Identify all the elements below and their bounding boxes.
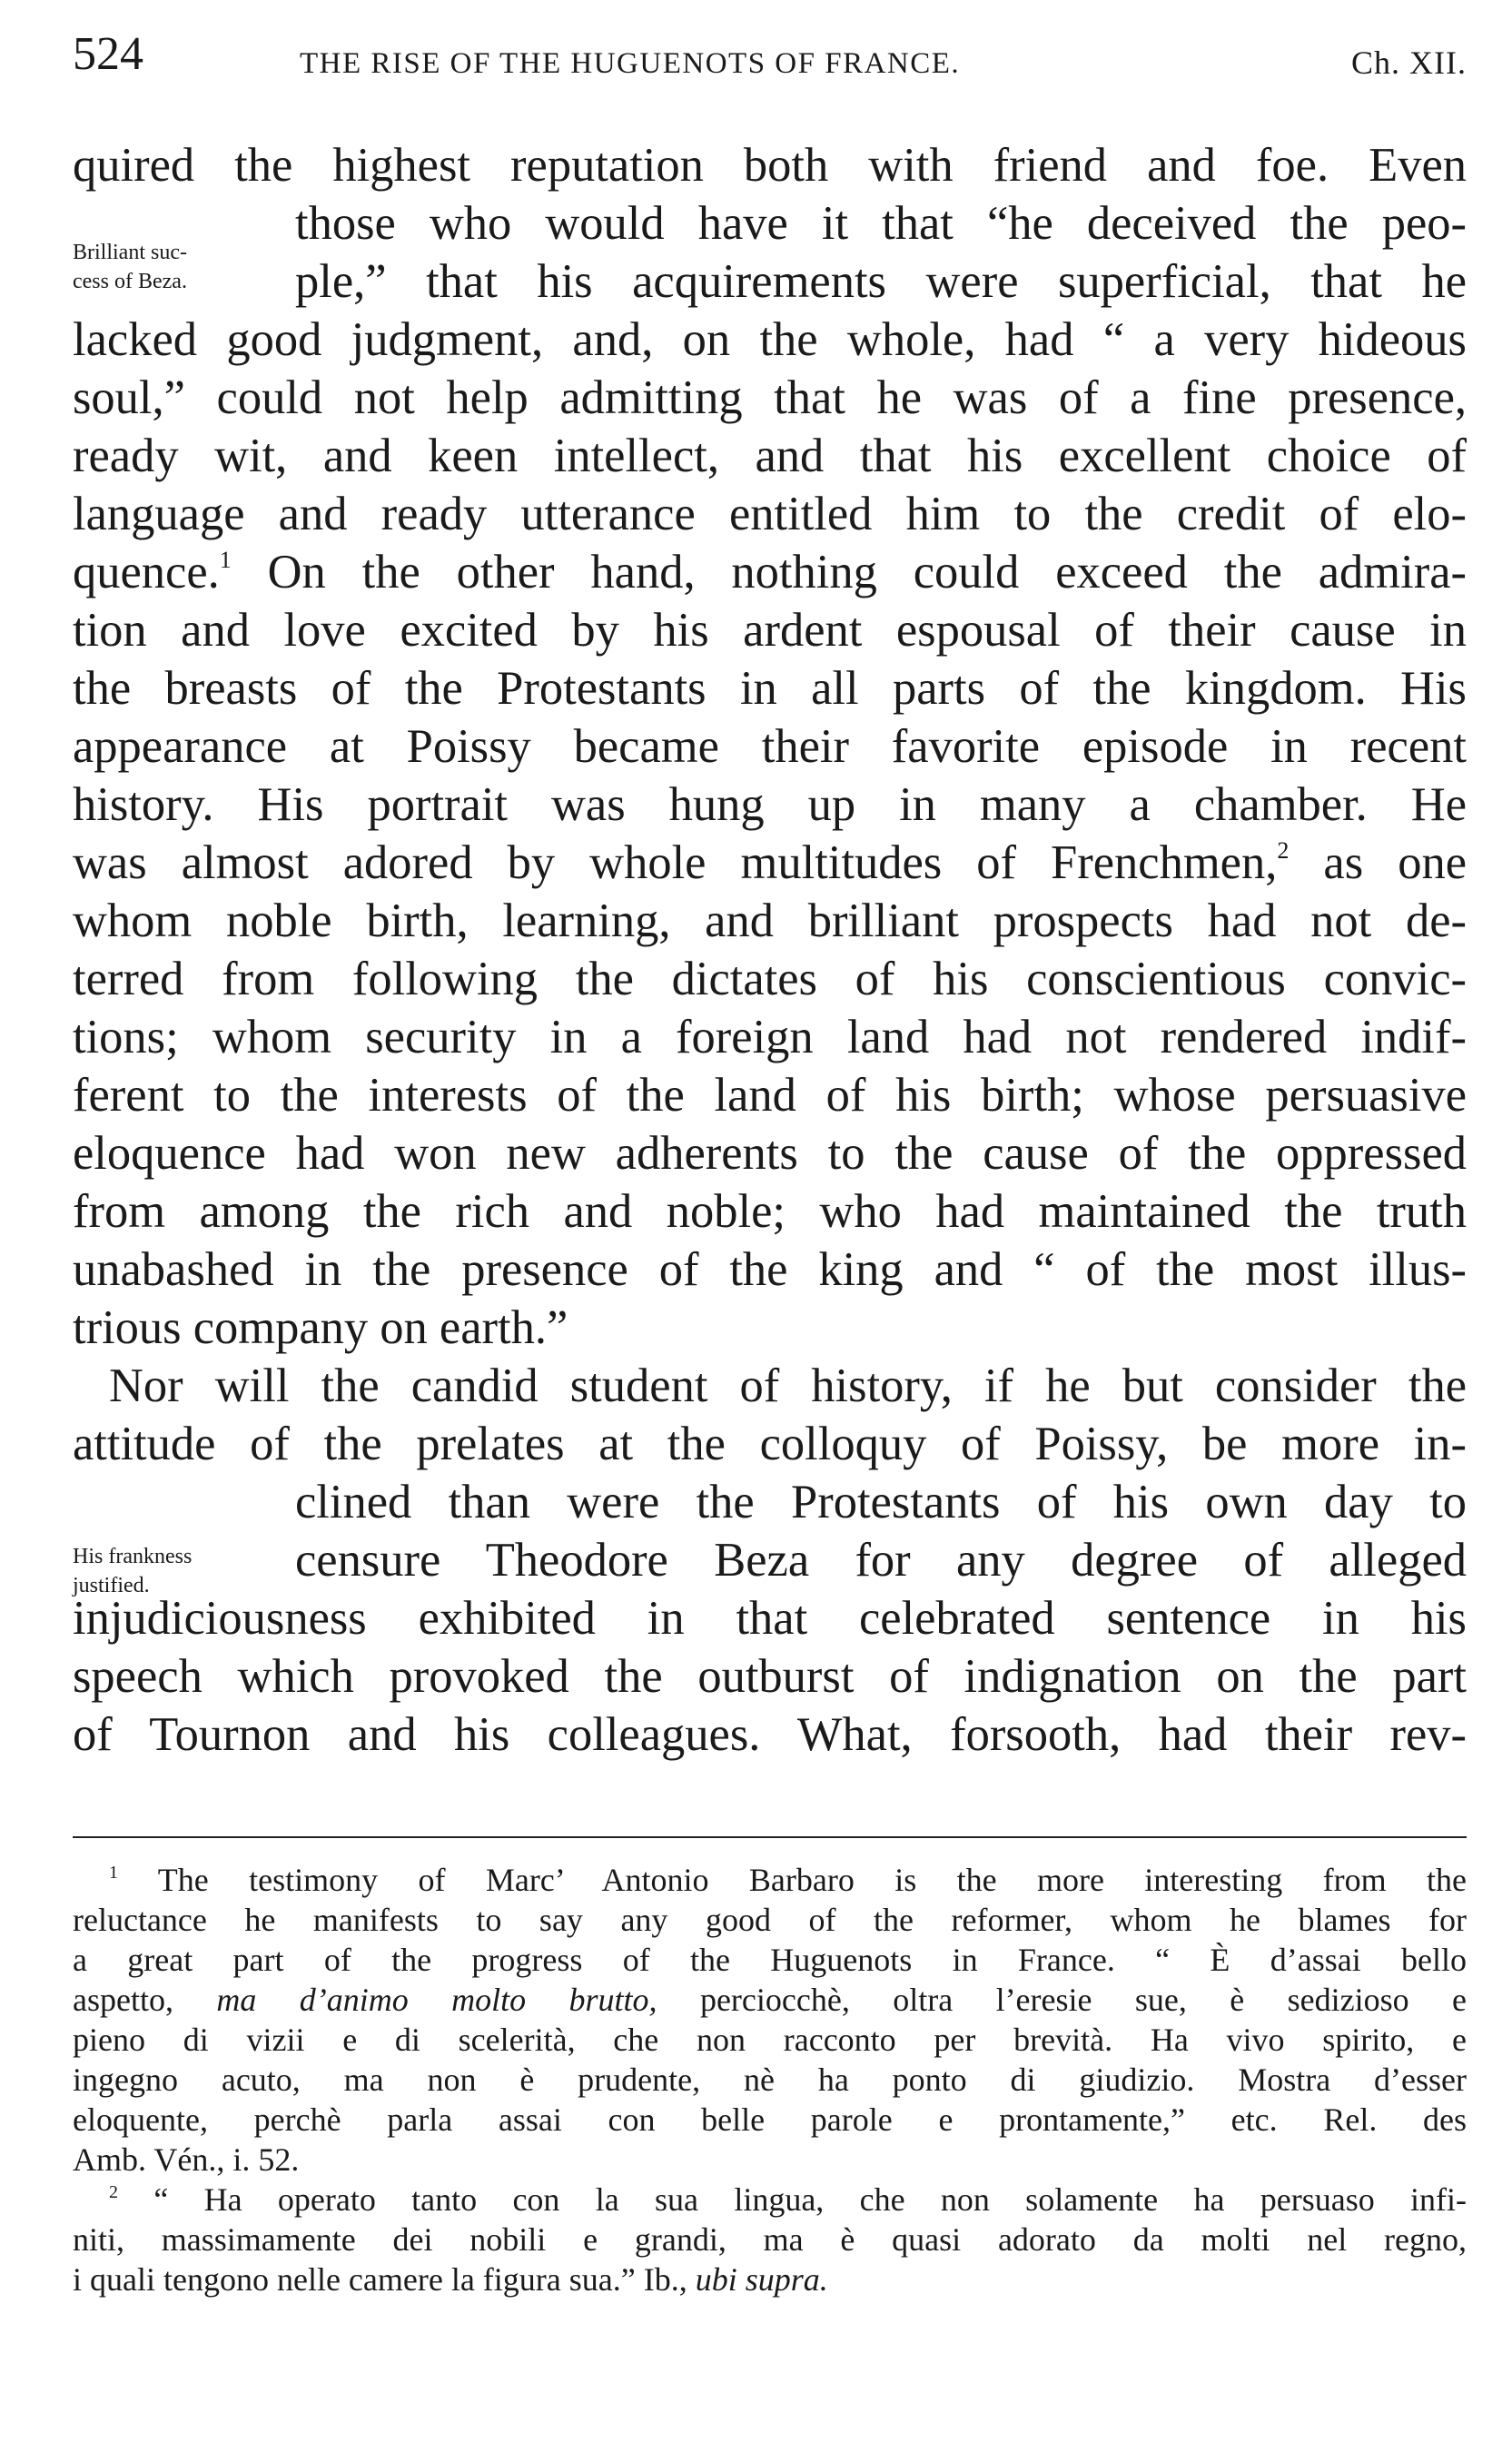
body-line: quired the highest reputation both with friend and foe. Even <box>73 139 1467 192</box>
footnote-line <box>73 2259 828 2299</box>
footnote-line: eloquente, perchè parla assai con belle parole e prontamente,” etc. Rel. des <box>73 2101 1467 2138</box>
body-text-segment: as one <box>1323 836 1467 889</box>
footnote-line: reluctance he manifests to say any good of the reformer, whom he blames for <box>73 1902 1467 1938</box>
body-line: ready wit, and keen intellect, and that his excellent choice of <box>73 430 1467 482</box>
footnote-line: niti, massimamente dei nobili e grandi, ma è quasi adorato da molti nel regno, <box>73 2221 1467 2258</box>
body-line: censure Theodore Beza for any degree of alleged <box>295 1534 1467 1587</box>
margin-note-brilliant-success <box>73 238 187 296</box>
footnote-line <box>73 1980 1467 2020</box>
body-line: clined than were the Protestants of his own day to <box>295 1476 1467 1528</box>
body-line: ple,” that his acquirements were superficial, that he <box>295 255 1467 308</box>
body-line: attitude of the prelates at the colloquy of Poissy, be more in- <box>73 1418 1467 1470</box>
body-text-segment: was almost adored by whole multitudes of Frenchmen, <box>73 836 1278 889</box>
footnote-text: aspetto, <box>73 1982 173 2018</box>
footnote-line <box>109 1860 1467 1900</box>
body-line: eloquence had won new adherents to the cause of the oppressed <box>73 1127 1467 1180</box>
footnote-text: “ Ha operato tanto con la sua lingua, che non solamente ha persuaso infi- <box>153 2181 1467 2218</box>
body-line: injudiciousness exhibited in that celebrated sentence in his <box>73 1592 1467 1645</box>
footnote-2-mark: 2 <box>109 2182 118 2202</box>
body-line: those who would have it that “he deceived the peo- <box>295 197 1467 250</box>
body-line: trious company on earth.” <box>73 1301 568 1354</box>
body-line: appearance at Poissy became their favorite episode in recent <box>73 720 1467 773</box>
page-number: 524 <box>73 28 143 80</box>
footnote-text: perciocchè, oltra l’eresie sue, è sedizioso e <box>699 1982 1467 2018</box>
footnote-italic-text: ubi supra. <box>695 2261 828 2298</box>
body-line: history. His portrait was hung up in many a chamber. He <box>73 778 1467 831</box>
body-line: from among the rich and noble; who had maintained the truth <box>73 1185 1467 1238</box>
body-line: tion and love excited by his ardent espousal of their cause in <box>73 604 1467 657</box>
body-text-segment: quence. <box>73 546 220 598</box>
body-line: whom noble birth, learning, and brilliant prospects had not de- <box>73 895 1467 947</box>
body-line-with-footnote <box>73 834 1467 892</box>
margin-note-line: Brilliant suc- <box>73 241 187 264</box>
footnote-text: i quali tengono nelle camere la figura sua.” Ib., <box>73 2261 687 2298</box>
body-line-with-footnote <box>73 543 1467 601</box>
margin-note-line: cess of Beza. <box>73 270 187 293</box>
footnote-line: Amb. Vén., i. 52. <box>73 2141 300 2178</box>
footnote-text: The testimony of Marc’ Antonio Barbaro is the more interesting from the <box>157 1862 1467 1898</box>
body-line: lacked good judgment, and, on the whole, had “ a very hideous <box>73 313 1467 366</box>
body-line: tions; whom security in a foreign land had not rendered indif- <box>73 1011 1467 1063</box>
body-line: terred from following the dictates of his conscientious convic- <box>73 953 1467 1005</box>
body-line: ferent to the interests of the land of his birth; whose persuasive <box>73 1069 1467 1122</box>
running-header <box>73 27 1467 91</box>
body-text-segment: On the other hand, nothing could exceed the admira- <box>267 546 1468 598</box>
footnote-line <box>109 2180 1467 2220</box>
running-title: THE RISE OF THE HUGUENOTS OF FRANCE. <box>300 47 961 80</box>
body-line: speech which provoked the outburst of indignation on the part <box>73 1650 1467 1703</box>
footnote-line: ingegno acuto, ma non è prudente, nè ha ponto di giudizio. Mostra d’esser <box>73 2062 1467 2098</box>
chapter-label: Ch. XII. <box>1351 44 1467 81</box>
body-line: language and ready utterance entitled him to the credit of elo- <box>73 488 1467 540</box>
footnote-line: pieno di vizii e di scelerità, che non racconto per brevità. Ha vivo spirito, e <box>73 2022 1467 2058</box>
footnote-divider <box>73 1836 1467 1838</box>
body-line: the breasts of the Protestants in all parts of the kingdom. His <box>73 662 1467 715</box>
footnote-line: a great part of the progress of the Huguenots in France. “ È d’assai bello <box>73 1942 1467 1978</box>
body-line: soul,” could not help admitting that he was of a fine presence, <box>73 371 1467 424</box>
footnote-mark: 1 <box>219 547 232 573</box>
margin-note-line: His frankness <box>73 1545 193 1568</box>
footnote-1-mark: 1 <box>109 1863 118 1883</box>
body-line: of Tournon and his colleagues. What, forsooth, had their rev- <box>73 1708 1467 1761</box>
body-line: unabashed in the presence of the king and “ of the most illus- <box>73 1243 1467 1296</box>
paragraph-start-line: Nor will the candid student of history, if he but consider the <box>109 1360 1467 1412</box>
footnote-mark: 2 <box>1277 837 1290 864</box>
footnote-italic-text: ma d’animo molto brutto, <box>216 1982 657 2018</box>
margin-note-line: justified. <box>73 1574 150 1597</box>
